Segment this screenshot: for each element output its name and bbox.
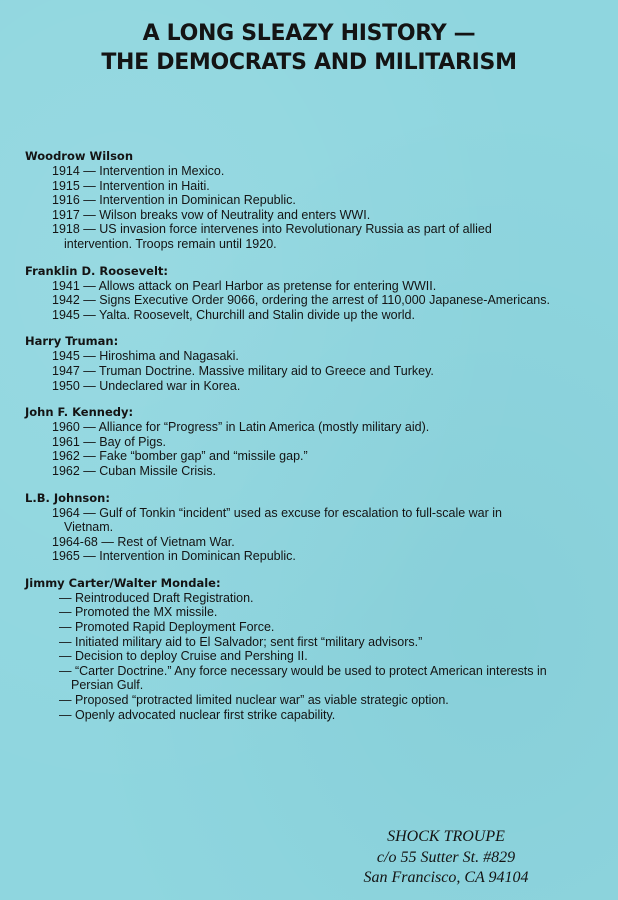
entry-text: — Reintroduced Draft Registration. [59,590,254,605]
entry-text: 1942 — Signs Executive Order 9066, ordering the arrest of 110,000 Japanese-Americans. [52,293,550,308]
entry-text: 1947 — Truman Doctrine. Massive military aid to Greece and Turkey. [52,363,434,378]
list-item [25,420,590,435]
entry-text: 1917 — Wilson breaks vow of Neutrality and enters WWI. [52,207,371,222]
title-line-2: THE DEMOCRATS AND MILITARISM [101,50,517,75]
list-item [25,549,590,564]
list-item [25,349,590,364]
list-item [25,605,590,620]
list-item [25,208,590,223]
list-item [25,364,590,379]
list-item [25,693,590,708]
list-item [25,591,590,606]
entry-text: 1914 — Intervention in Mexico. [52,164,225,178]
title-line-1: A LONG SLEAZY HISTORY — [142,21,476,46]
entry-text: 1945 — Hiroshima and Nagasaki. [52,349,239,364]
list-item [25,435,590,450]
list-item [25,279,590,294]
list-item [25,293,590,308]
list-item [25,635,590,650]
address-line-1: c/o 55 Sutter St. #829 [376,848,516,866]
section-heading: Woodrow Wilson [25,149,134,163]
president-section [25,405,590,478]
entry-text: — Promoted the MX missile. [59,605,218,620]
entry-text: — Promoted Rapid Deployment Force. [59,620,275,635]
entry-text: 1964-68 — Rest of Vietnam War. [52,534,235,549]
president-section [25,491,590,564]
entry-text: — “Carter Doctrine.” Any force necessary would be used to protect American interests in [59,663,547,678]
list-item [25,464,590,479]
list-item [25,179,590,194]
list-item [25,708,590,723]
entry-text: 1945 — Yalta. Roosevelt, Churchill and Stalin divide up the world. [52,307,415,322]
section-heading: L.B. Johnson: [25,490,110,505]
entry-text: — Decision to deploy Cruise and Pershing II. [59,649,308,664]
publisher-address [336,827,556,889]
entry-text: 1918 — US invasion force intervenes into Revolutionary Russia as part of allied [52,222,492,237]
president-section [25,334,590,393]
list-item [25,222,590,251]
list-item [25,193,590,208]
entry-continuation: intervention. Troops remain until 1920. [64,236,277,251]
entry-text: 1961 — Bay of Pigs. [52,434,166,449]
entry-text: 1962 — Cuban Missile Crisis. [52,463,216,478]
address-line-2: San Francisco, CA 94104 [363,869,529,886]
list-item [25,506,590,535]
entry-text: — Initiated military aid to El Salvador; sent first “military advisors.” [59,634,423,649]
list-item [25,379,590,394]
president-section [25,264,590,323]
list-item [25,649,590,664]
list-item [25,164,590,179]
entry-text: 1960 — Alliance for “Progress” in Latin America (mostly military aid). [52,420,430,435]
entry-continuation: Vietnam. [64,520,114,535]
publisher-name: SHOCK TROUPE [387,828,505,845]
section-heading: Jimmy Carter/Walter Mondale: [25,575,221,590]
entry-text: 1941 — Allows attack on Pearl Harbor as pretense for entering WWII. [52,278,437,293]
list-item [25,620,590,635]
list-item [25,535,590,550]
entry-text: 1915 — Intervention in Haiti. [52,178,210,193]
president-section [25,576,590,722]
entry-text: 1950 — Undeclared war in Korea. [52,378,241,393]
entry-text: — Openly advocated nuclear first strike capability. [59,707,336,722]
entry-continuation: Persian Gulf. [71,678,144,693]
list-item [25,449,590,464]
entry-text: 1916 — Intervention in Dominican Republic. [52,193,296,208]
section-heading: Franklin D. Roosevelt: [25,263,169,278]
entry-text: 1964 — Gulf of Tonkin “incident” used as excuse for escalation to full-scale war in [52,505,502,520]
history-list [25,149,590,734]
list-item [25,308,590,323]
section-heading: John F. Kennedy: [25,405,134,420]
page-title [0,19,618,77]
list-item [25,664,590,693]
section-heading: Harry Truman: [25,334,119,349]
entry-text: — Proposed “protracted limited nuclear war” as viable strategic option. [59,693,449,708]
entry-text: 1965 — Intervention in Dominican Republic. [52,549,296,564]
president-section [25,149,590,252]
entry-text: 1962 — Fake “bomber gap” and “missile gap.” [52,449,308,464]
